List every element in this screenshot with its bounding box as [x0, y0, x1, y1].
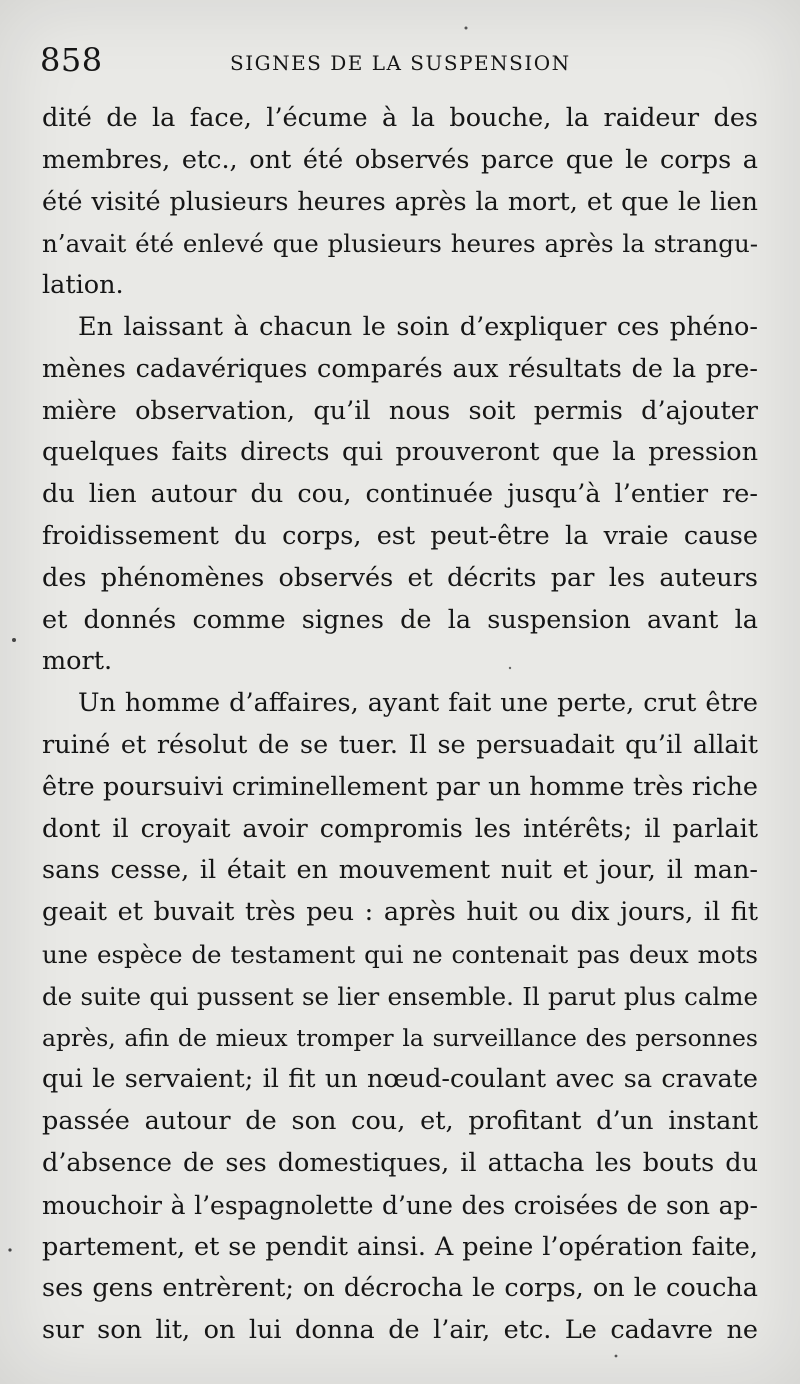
text-line: membres, etc., ont été observés parce que le corps a [42, 144, 758, 175]
text-line: mière observation, qu’il nous soit permis d’ajouter [42, 395, 758, 426]
text-line: geait et buvait très peu : après huit ou dix jours, il fit [42, 897, 758, 928]
speck [8, 1248, 11, 1251]
text-line: des phénomènes observés et décrits par les auteurs [42, 562, 758, 593]
text-line: qui le servaient; il fit un nœud-coulant avec sa cravate [42, 1064, 758, 1095]
text-line: sans cesse, il était en mouvement nuit et jour, il man- [42, 855, 758, 886]
text-line: froidissement du corps, est peut-être la vraie cause [42, 520, 758, 551]
text-line: n’avait été enlevé que plusieurs heures après la strangu- [42, 229, 758, 259]
speck [615, 1355, 618, 1358]
text-line: dont il croyait avoir compromis les intérêts; il parlait [42, 813, 758, 844]
text-line: En laissant à chacun le soin d’expliquer ces phéno- [78, 311, 758, 342]
text-line: été visité plusieurs heures après la mort, et que le lien [42, 186, 758, 217]
text-line: partement, et se pendit ainsi. A peine l’opération faite, [42, 1231, 758, 1262]
text-line: une espèce de testament qui ne contenait pas deux mots [42, 939, 758, 969]
page-number: 858 [40, 41, 103, 79]
text-line: ruiné et résolut de se tuer. Il se persuadait qu’il allait [42, 729, 758, 760]
speck [12, 638, 16, 642]
text-line: lation. [42, 270, 124, 301]
text-line: mènes cadavériques comparés aux résultats de la pre- [42, 353, 758, 384]
running-title: SIGNES DE LA SUSPENSION [230, 51, 571, 75]
text-line: quelques faits directs qui prouveront que la pression [42, 437, 758, 468]
text-line: mort. [42, 646, 113, 677]
text-line: après, afin de mieux tromper la surveillance des personnes [42, 1023, 758, 1052]
text-line: d’absence de ses domestiques, il attacha les bouts du [42, 1147, 758, 1178]
text-line: et donnés comme signes de la suspension avant la [42, 604, 758, 635]
text-line: de suite qui pussent se lier ensemble. Il parut plus calme [42, 981, 758, 1011]
text-line: Un homme d’affaires, ayant fait une perte, crut être [78, 688, 758, 719]
text-line: passée autour de son cou, et, profitant d’un instant [42, 1106, 758, 1137]
text-line: dité de la face, l’écume à la bouche, la raideur des [42, 103, 758, 133]
text-line: être poursuivi criminellement par un homme très riche [42, 771, 758, 802]
text-line: ses gens entrèrent; on décrocha le corps, on le coucha [42, 1273, 758, 1304]
speck [465, 27, 468, 30]
text-line: du lien autour du cou, continuée jusqu’à l’entier re- [42, 479, 758, 510]
text-line: mouchoir à l’espagnolette d’une des croisées de son ap- [42, 1190, 758, 1220]
body-text [42, 98, 758, 1352]
text-line: sur son lit, on lui donna de l’air, etc. Le cadavre ne [42, 1315, 758, 1346]
running-head [40, 40, 780, 84]
